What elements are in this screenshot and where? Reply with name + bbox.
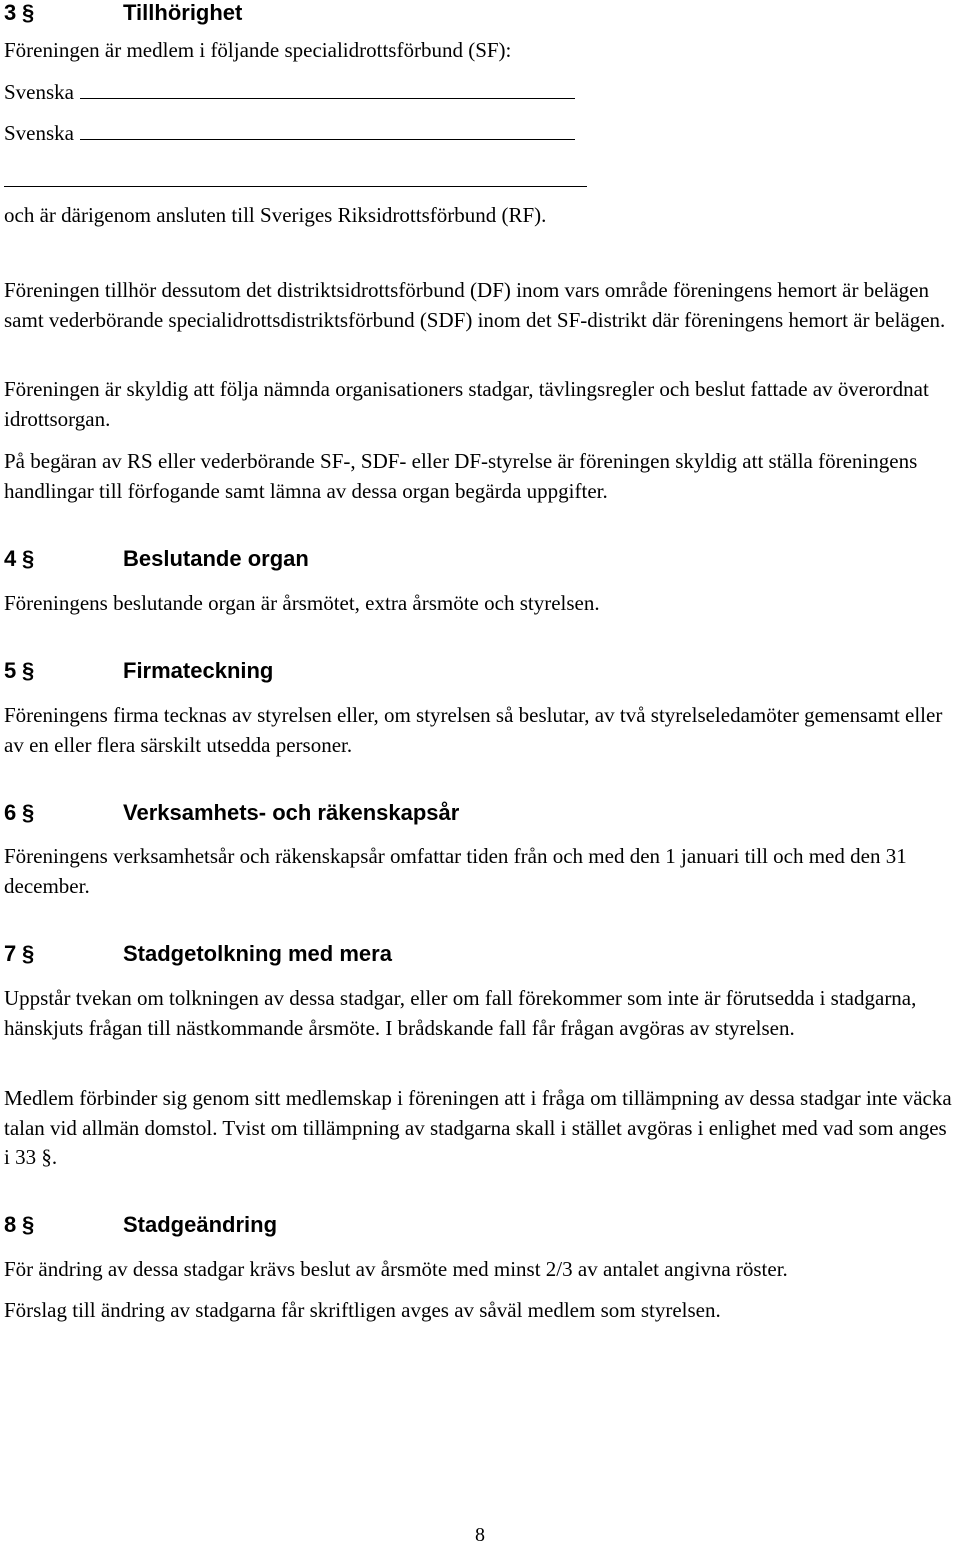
- rf-affiliation: och är därigenom ansluten till Sveriges Riksidrottsförbund (RF).: [4, 203, 547, 227]
- section-symbol: §: [22, 0, 35, 25]
- membership-intro: Föreningen är medlem i följande specialidrottsförbund (SF):: [4, 38, 512, 62]
- blank-line-3[interactable]: [4, 186, 587, 187]
- fill-in-label: Svenska: [4, 80, 74, 104]
- section-symbol: §: [22, 941, 35, 966]
- section-title: Tillhörighet: [123, 0, 243, 25]
- paragraph: Föreningens firma tecknas av styrelsen eller, om styrelsen så beslutar, av två styrelseledamöter gemensamt eller av en eller flera särskilt utsedda personer.: [4, 703, 943, 757]
- section-heading-3: [4, 0, 604, 30]
- paragraph: Föreningen tillhör dessutom det distriktsidrottsförbund (DF) inom vars område föreningens hemort är belägen samt vederbörande specialidrottsdistriktsförbund (SDF) inom det SF-distrikt där föreningens hemort är belägen.: [4, 278, 946, 332]
- section-symbol: §: [22, 658, 35, 683]
- section-title: Stadgetolkning med mera: [123, 941, 392, 966]
- section-symbol: §: [22, 1212, 35, 1237]
- section-number: 7: [4, 941, 17, 966]
- section-number: 3: [4, 0, 17, 25]
- fill-in-line-2[interactable]: [4, 121, 575, 146]
- section-number: 5: [4, 658, 17, 683]
- paragraph: För ändring av dessa stadgar krävs beslut av årsmöte med minst 2/3 av antalet angivna röster.: [4, 1257, 788, 1281]
- paragraph: Föreningens beslutande organ är årsmötet, extra årsmöte och styrelsen.: [4, 591, 600, 615]
- section-heading-4: [4, 546, 604, 576]
- paragraph: Medlem förbinder sig genom sitt medlemskap i föreningen att i fråga om tillämpning av dessa stadgar inte väcka talan vid allmän domstol. Tvist om tillämpning av stadgarna skall i stället avgöras i enlighet med vad som anges i 33 §.: [4, 1086, 952, 1169]
- fill-in-label: Svenska: [4, 121, 74, 145]
- section-number: 6: [4, 800, 17, 825]
- section-number: 4: [4, 546, 17, 571]
- section-heading-6: [4, 800, 604, 830]
- paragraph: Föreningen är skyldig att följa nämnda organisationers stadgar, tävlingsregler och beslut fattade av överordnat idrottsorgan.: [4, 377, 929, 431]
- paragraph: Föreningens verksamhetsår och räkenskapsår omfattar tiden från och med den 1 januari till och med den 31 december.: [4, 844, 907, 898]
- paragraph: På begäran av RS eller vederbörande SF-, SDF- eller DF-styrelse är föreningen skyldig att ställa föreningens handlingar till förfogande samt lämna av dessa organ begärda uppgifter.: [4, 449, 918, 503]
- section-heading-5: [4, 658, 604, 688]
- blank-line[interactable]: [80, 80, 575, 99]
- paragraph: Förslag till ändring av stadgarna får skriftligen avges av såväl medlem som styrelsen.: [4, 1298, 721, 1322]
- section-number: 8: [4, 1212, 17, 1237]
- paragraph: Uppstår tvekan om tolkningen av dessa stadgar, eller om fall förekommer som inte är förutsedda i stadgarna, hänskjuts frågan till nästkommande årsmöte. I brådskande fall får frågan avgöras av styrelsen.: [4, 986, 917, 1040]
- page-number: 8: [475, 1524, 485, 1546]
- section-title: Beslutande organ: [123, 546, 309, 571]
- section-symbol: §: [22, 800, 35, 825]
- section-heading-7: [4, 941, 604, 971]
- section-symbol: §: [22, 546, 35, 571]
- section-heading-8: [4, 1212, 604, 1242]
- section-title: Verksamhets- och räkenskapsår: [123, 800, 460, 825]
- blank-line[interactable]: [80, 121, 575, 140]
- section-title: Stadgeändring: [123, 1212, 278, 1237]
- fill-in-line-1[interactable]: [4, 80, 575, 105]
- section-title: Firmateckning: [123, 658, 274, 683]
